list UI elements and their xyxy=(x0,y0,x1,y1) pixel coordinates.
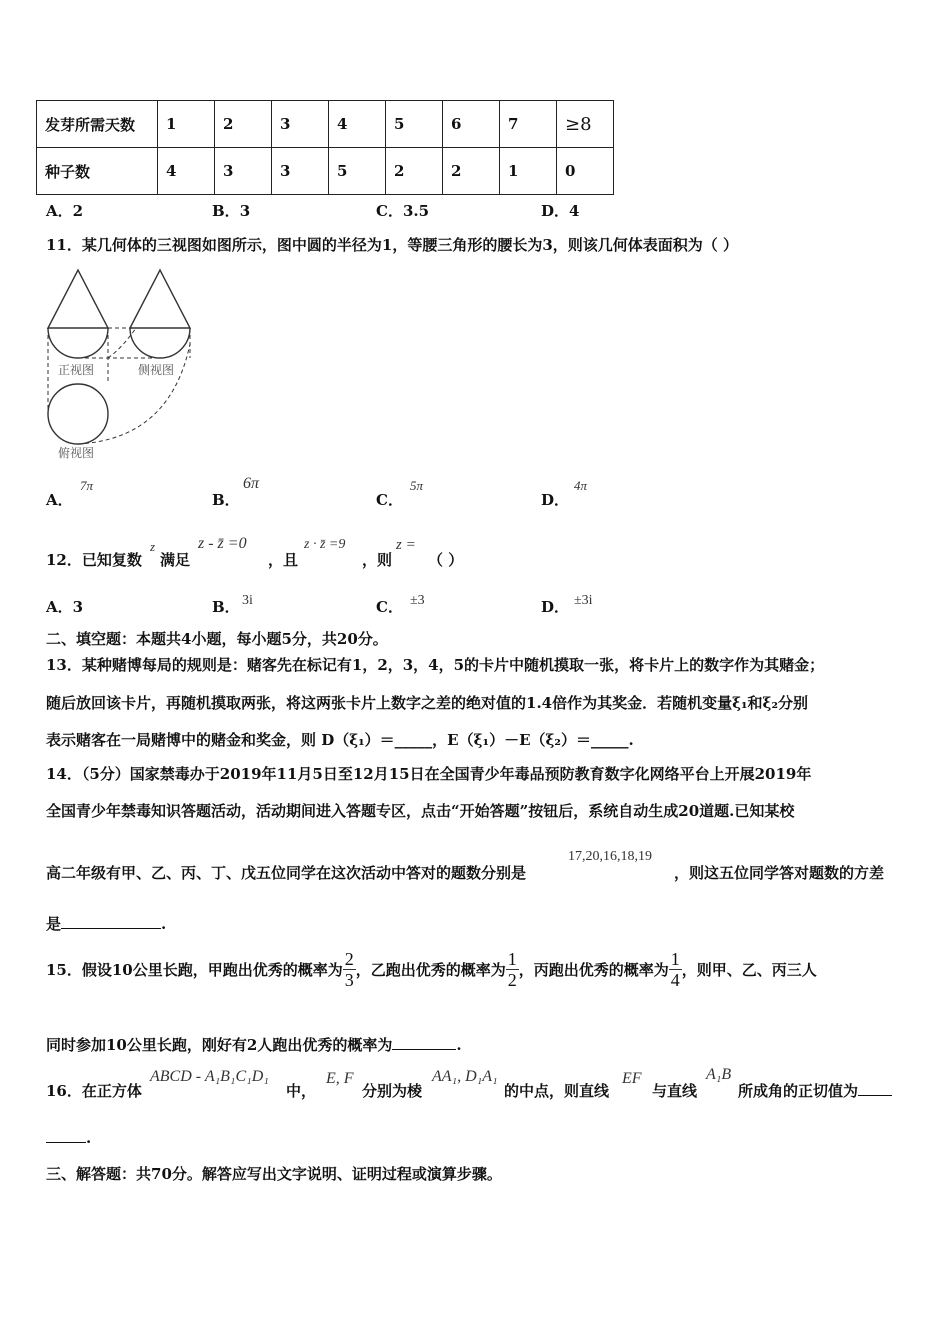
q16-line-a1b: A₁B xyxy=(706,1066,732,1083)
q12-paren: （ ） xyxy=(428,551,464,569)
table-cell: 1 xyxy=(500,148,557,195)
q11-option-c: C． xyxy=(376,491,403,509)
q12-option-b-value: 3i xyxy=(242,593,253,608)
table-cell: ≥8 xyxy=(557,101,614,148)
table-cell: 3 xyxy=(272,148,329,195)
fraction-two-thirds: $\frac{2}{3}$ xyxy=(344,948,354,990)
q12-option-c: C． xyxy=(376,598,403,616)
q16-edges-label: 分别为棱 xyxy=(362,1082,423,1100)
front-semicircle xyxy=(48,328,108,358)
side-semicircle xyxy=(130,328,190,358)
table-row xyxy=(37,101,614,148)
q11-stem: 11．某几何体的三视图如图所示，图中圆的半径为1，等腰三角形的腰长为3，则该几何体表面积为（ ） xyxy=(46,236,738,254)
table-cell: 7 xyxy=(500,101,557,148)
q13-line-3: 表示赌客在一局赌博中的赌金和奖金，则 D（ξ₁）＝_____，E（ξ₁）－E（ξ₂）＝_____. xyxy=(46,731,634,749)
q12-var-z: z xyxy=(150,539,156,554)
q12-stem-satisfy: 满足 xyxy=(160,551,191,569)
row-label: 发芽所需天数 xyxy=(37,101,158,148)
q14-line-4: 是 . xyxy=(46,915,167,933)
q16-ef-points: E, F xyxy=(326,1070,354,1087)
fraction-one-quarter: $\frac{1}{4}$ xyxy=(670,948,680,990)
q12-option-c-value: ±3 xyxy=(410,593,425,608)
q12-condition-1: z - z̄ =0 xyxy=(198,535,247,552)
top-circle xyxy=(48,384,108,444)
q12-stem-and: ，且 xyxy=(268,551,299,569)
table-cell: 2 xyxy=(386,148,443,195)
q16-with-line: 与直线 xyxy=(652,1082,698,1100)
table-cell: 3 xyxy=(272,101,329,148)
q11-option-c-value: 5π xyxy=(410,478,424,493)
three-view-figure xyxy=(40,264,200,460)
q12-option-d-value: ±3i xyxy=(574,593,593,608)
section-3-heading: 三、解答题：共70分。解答应写出文字说明、证明过程或演算步骤。 xyxy=(46,1165,502,1183)
q11-option-b-value: 6π xyxy=(243,475,260,492)
q11-option-d-value: 4π xyxy=(574,478,588,493)
germination-table xyxy=(36,100,614,195)
q16-end: 所成角的正切值为 xyxy=(738,1080,892,1101)
q11-option-a-value: 7π xyxy=(80,478,94,493)
q14-data: 17,20,16,18,19 xyxy=(568,849,652,864)
q14-line-3-end: ，则这五位同学答对题数的方差 xyxy=(674,864,885,882)
q12-stem-start: 12．已知复数 xyxy=(46,551,142,569)
q16-midpoint: 的中点，则直线 xyxy=(504,1082,610,1100)
q12-option-d: D． xyxy=(541,598,570,616)
answer-blank xyxy=(61,914,161,929)
q11-option-d: D． xyxy=(541,491,570,509)
q16-line-ef: EF xyxy=(622,1070,642,1087)
q14-line-2: 全国青少年禁毒知识答题活动，活动期间进入答题专区，点击“开始答题”按钮后，系统自动生成20道题.已知某校 xyxy=(46,802,795,820)
q11-option-a: A． xyxy=(46,491,73,509)
table-cell: 2 xyxy=(215,101,272,148)
answer-blank xyxy=(46,1128,86,1143)
q15-line-2: 同时参加10公里长跑，刚好有2人跑出优秀的概率为 . xyxy=(46,1036,462,1054)
answer-blank xyxy=(858,1081,892,1096)
section-2-heading: 二、填空题：本题共4小题，每小题5分，共20分。 xyxy=(46,630,388,648)
table-cell: 5 xyxy=(329,148,386,195)
q10-option-d: D．4 xyxy=(541,202,580,220)
q11-option-b: B． xyxy=(212,491,240,509)
table-cell: 2 xyxy=(443,148,500,195)
q12-ask: z = xyxy=(396,537,416,553)
q10-option-c: C．3.5 xyxy=(376,202,430,220)
table-cell: 3 xyxy=(215,148,272,195)
row-label: 种子数 xyxy=(37,148,158,195)
q14-line-3-start: 高二年级有甲、乙、丙、丁、戊五位同学在这次活动中答对的题数分别是 xyxy=(46,864,527,882)
table-cell: 5 xyxy=(386,101,443,148)
side-triangle xyxy=(130,270,190,328)
q15-line-1: 15．假设10公里长跑，甲跑出优秀的概率为 $\frac{2}{3}$ ，乙跑出优秀的概率为 $\frac{1}{2}$ ，丙跑出优秀的概率为 $\frac{1}{4}$ ，则甲、乙、丙三人 xyxy=(46,948,817,990)
q12-condition-2: z · z̄ =9 xyxy=(304,537,346,552)
q12-option-a: A．3 xyxy=(46,598,84,616)
fraction-one-half: $\frac{1}{2}$ xyxy=(507,948,517,990)
table-cell: 4 xyxy=(329,101,386,148)
table-cell: 6 xyxy=(443,101,500,148)
q12-option-b: B． xyxy=(212,598,240,616)
table-cell: 0 xyxy=(557,148,614,195)
q12-stem-then: ，则 xyxy=(362,551,393,569)
q10-option-a: A．2 xyxy=(46,202,84,220)
front-triangle xyxy=(48,270,108,328)
q16-cube: ABCD - A₁B₁C₁D₁ xyxy=(150,1068,269,1085)
q10-option-b: B．3 xyxy=(212,202,251,220)
q16-zhong: 中， xyxy=(286,1082,317,1100)
front-view-label: 正视图 xyxy=(58,363,95,377)
table-cell: 1 xyxy=(158,101,215,148)
table-cell: 4 xyxy=(158,148,215,195)
q16-edges: AA₁, D₁A₁ xyxy=(432,1068,498,1085)
answer-blank xyxy=(392,1035,456,1050)
q16-blank-continued: . xyxy=(46,1128,91,1147)
top-view-label: 俯视图 xyxy=(58,446,95,460)
q14-line-1: 14．（5分）国家禁毒办于2019年11月5日至12月15日在全国青少年毒品预防教育数字化网络平台上开展2019年 xyxy=(46,765,812,783)
q13-line-2: 随后放回该卡片，再随机摸取两张，将这两张卡片上数字之差的绝对值的1.4倍作为其奖金．若随机变量ξ₁和ξ₂分别 xyxy=(46,694,809,712)
table-row xyxy=(37,148,614,195)
q16-start: 16．在正方体 xyxy=(46,1082,142,1100)
q13-line-1: 13．某种赌博每局的规则是：赌客先在标记有1，2，3，4，5的卡片中随机摸取一张，将卡片上的数字作为其赌金； xyxy=(46,656,825,674)
side-view-label: 侧视图 xyxy=(138,363,175,377)
